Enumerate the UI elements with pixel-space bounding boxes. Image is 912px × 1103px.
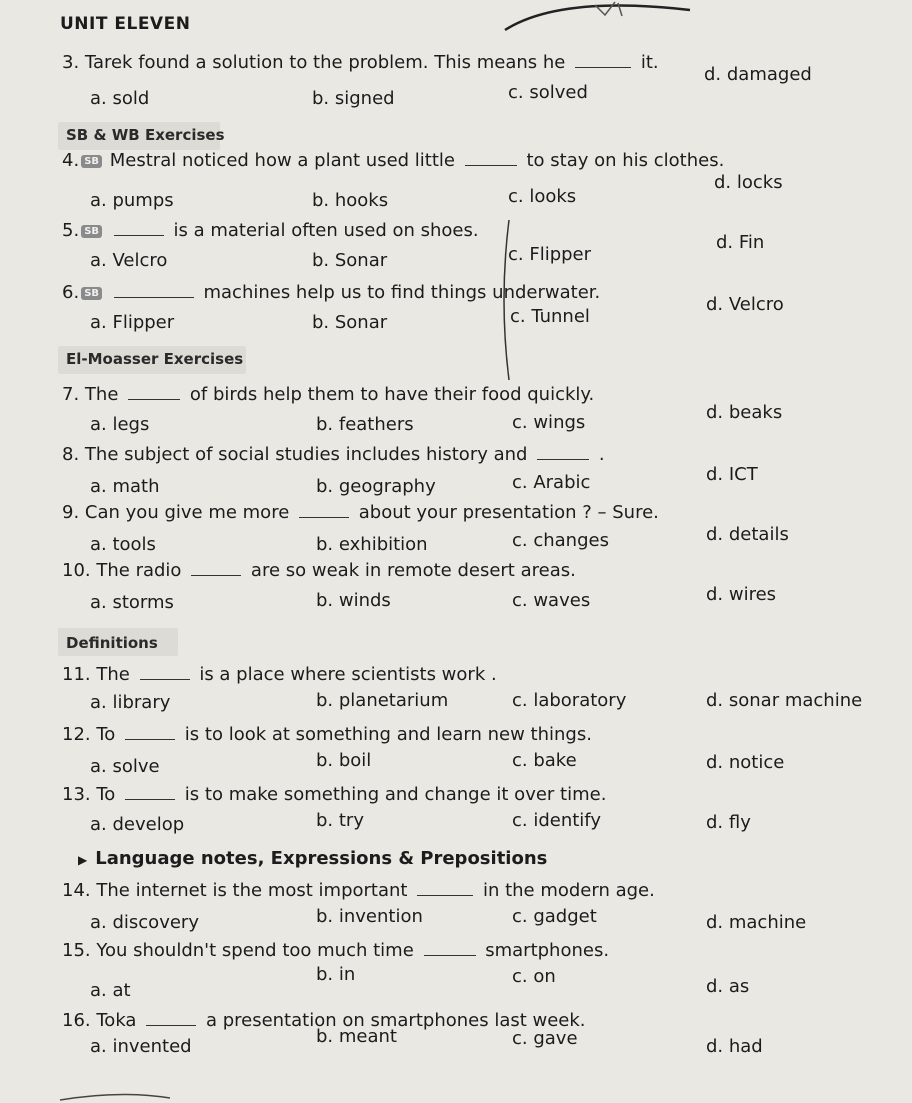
option-a[interactable]: a. legs	[90, 414, 150, 435]
option-a[interactable]: a. Flipper	[90, 312, 175, 333]
option-a[interactable]: a. sold	[90, 88, 150, 109]
option-a[interactable]: a. discovery	[90, 912, 199, 933]
sb-badge: SB	[81, 225, 102, 238]
question-3	[62, 52, 659, 73]
option-b[interactable]: b. invention	[316, 906, 423, 927]
option-b[interactable]: b. planetarium	[316, 690, 449, 711]
option-a[interactable]: a. tools	[90, 534, 156, 555]
option-c[interactable]: c. on	[512, 966, 556, 987]
option-c[interactable]: c. gave	[512, 1028, 578, 1049]
section-language: ▶ Language notes, Expressions & Prepositions	[78, 848, 548, 869]
option-d[interactable]: d. notice	[706, 752, 785, 773]
sb-badge: SB	[81, 155, 102, 168]
option-d[interactable]: d. fly	[706, 812, 751, 833]
option-a[interactable]: a. at	[90, 980, 131, 1001]
option-d[interactable]: d. wires	[706, 584, 777, 605]
option-c[interactable]: c. Arabic	[512, 472, 591, 493]
answer-blank[interactable]	[424, 941, 476, 956]
question-11: 11. The is a place where scientists work .	[62, 664, 497, 685]
question-12: 12. To is to look at something and learn new things.	[62, 724, 592, 745]
option-a[interactable]: a. library	[90, 692, 171, 713]
answer-blank[interactable]	[146, 1011, 196, 1026]
question-number: 3.	[62, 52, 80, 73]
option-b[interactable]: b. winds	[316, 590, 391, 611]
answer-blank[interactable]	[417, 881, 473, 896]
sb-badge: SB	[81, 287, 102, 300]
option-c[interactable]: c. bake	[512, 750, 577, 771]
option-b[interactable]: b. feathers	[316, 414, 414, 435]
question-13: 13. To is to make something and change it over time.	[62, 784, 607, 805]
option-b[interactable]: b. in	[316, 964, 356, 985]
option-b[interactable]: b. signed	[312, 88, 395, 109]
option-c[interactable]: c. changes	[512, 530, 609, 551]
option-a[interactable]: a. pumps	[90, 190, 174, 211]
option-d[interactable]: d. had	[706, 1036, 763, 1057]
option-d[interactable]: d. beaks	[706, 402, 783, 423]
option-a[interactable]: a. invented	[90, 1036, 192, 1057]
option-b[interactable]: b. geography	[316, 476, 436, 497]
option-c[interactable]: c. gadget	[512, 906, 597, 927]
answer-blank[interactable]	[299, 503, 349, 518]
answer-blank[interactable]	[537, 445, 589, 460]
option-d[interactable]: d. ICT	[706, 464, 758, 485]
question-15: 15. You shouldn't spend too much time smartphones.	[62, 940, 610, 961]
option-b[interactable]: b. meant	[316, 1026, 397, 1047]
option-c[interactable]: c. wings	[512, 412, 586, 433]
option-d[interactable]: d. Fin	[716, 232, 765, 253]
option-d[interactable]: d. machine	[706, 912, 807, 933]
answer-blank[interactable]	[191, 561, 241, 576]
answer-blank[interactable]	[114, 221, 164, 236]
question-14: 14. The internet is the most important in the modern age.	[62, 880, 655, 901]
question-16: 16. Toka a presentation on smartphones last week.	[62, 1010, 586, 1031]
option-c[interactable]: c. Flipper	[508, 244, 592, 265]
question-text-end: it.	[640, 52, 659, 73]
option-d[interactable]: d. Velcro	[706, 294, 784, 315]
option-b[interactable]: b. try	[316, 810, 364, 831]
answer-blank[interactable]	[575, 53, 631, 68]
question-9: 9. Can you give me more about your presentation ? – Sure.	[62, 502, 659, 523]
option-c[interactable]: c. identify	[512, 810, 601, 831]
option-d[interactable]: d. locks	[714, 172, 783, 193]
question-5: 5. SB is a material often used on shoes.	[62, 220, 479, 241]
option-d[interactable]: d. details	[706, 524, 789, 545]
answer-blank[interactable]	[128, 385, 180, 400]
question-6: 6. SB machines help us to find things underwater.	[62, 282, 601, 303]
option-d[interactable]: d. as	[706, 976, 750, 997]
option-b[interactable]: b. Sonar	[312, 250, 388, 271]
unit-title: UNIT ELEVEN	[60, 14, 191, 34]
option-a[interactable]: a. math	[90, 476, 160, 497]
page-edge-curve-icon	[60, 1088, 180, 1103]
option-d[interactable]: d. damaged	[704, 64, 812, 85]
option-c[interactable]: c. waves	[512, 590, 591, 611]
option-d[interactable]: d. sonar machine	[706, 690, 863, 711]
triangle-bullet-icon: ▶	[78, 853, 88, 867]
question-text: Tarek found a solution to the problem. This means he	[84, 52, 566, 73]
option-a[interactable]: a. Velcro	[90, 250, 168, 271]
option-b[interactable]: b. hooks	[312, 190, 389, 211]
option-b[interactable]: b. Sonar	[312, 312, 388, 333]
answer-blank[interactable]	[140, 665, 190, 680]
answer-blank[interactable]	[125, 785, 175, 800]
option-a[interactable]: a. storms	[90, 592, 174, 613]
option-c[interactable]: c. laboratory	[512, 690, 627, 711]
question-7: 7. The of birds help them to have their food quickly.	[62, 384, 595, 405]
option-c[interactable]: c. solved	[508, 82, 588, 103]
stamp-curve-icon	[500, 0, 700, 60]
option-b[interactable]: b. boil	[316, 750, 372, 771]
question-10: 10. The radio are so weak in remote desert areas.	[62, 560, 576, 581]
option-c[interactable]: c. looks	[508, 186, 577, 207]
question-8: 8. The subject of social studies includes history and .	[62, 444, 605, 465]
question-4: 4. SB Mestral noticed how a plant used little to stay on his clothes.	[62, 150, 725, 171]
section-sb-wb: SB & WB Exercises	[66, 126, 225, 144]
option-b[interactable]: b. exhibition	[316, 534, 428, 555]
section-elmoasser: El-Moasser Exercises	[66, 350, 244, 368]
section-definitions: Definitions	[66, 634, 158, 652]
answer-blank[interactable]	[125, 725, 175, 740]
answer-blank[interactable]	[114, 283, 194, 298]
option-c[interactable]: c. Tunnel	[510, 306, 590, 327]
option-a[interactable]: a. solve	[90, 756, 160, 777]
option-a[interactable]: a. develop	[90, 814, 185, 835]
answer-blank[interactable]	[465, 151, 517, 166]
